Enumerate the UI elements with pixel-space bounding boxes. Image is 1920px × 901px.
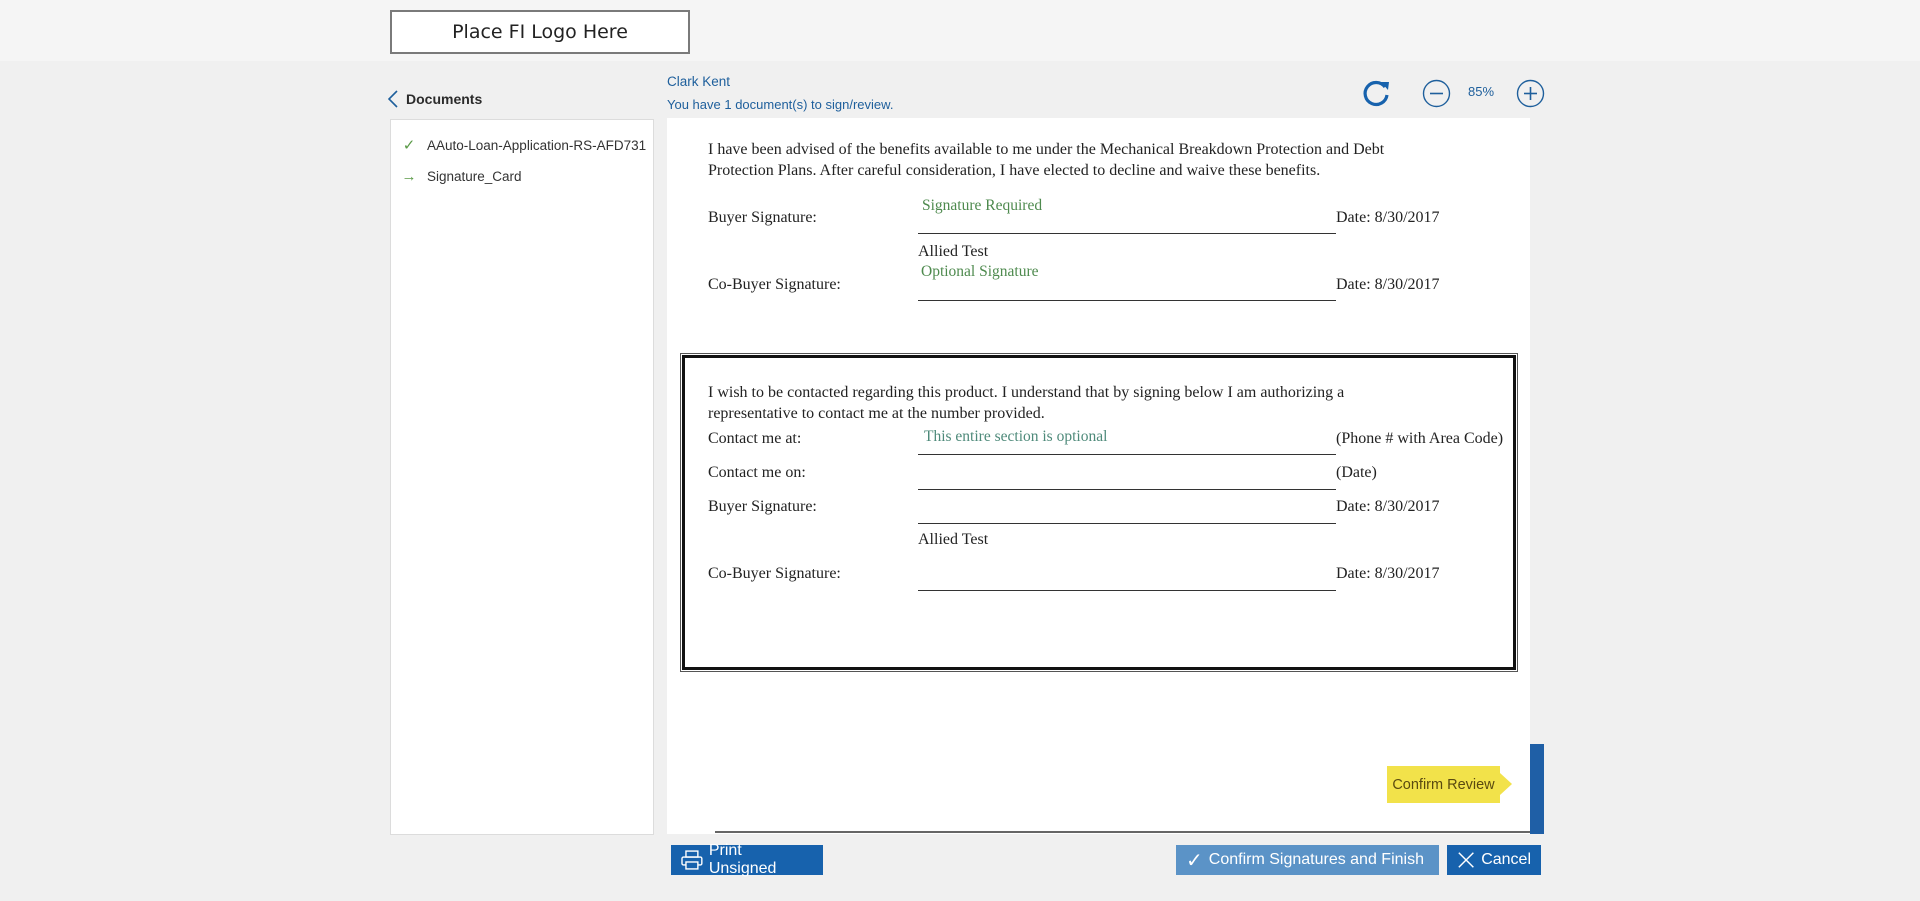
cancel-label: Cancel (1481, 851, 1531, 868)
print-unsigned-button[interactable] (671, 842, 823, 877)
waiver-paragraph (708, 139, 1384, 181)
document-count-message: You have 1 document(s) to sign/review. (667, 97, 894, 112)
scroll-indicator[interactable] (1530, 744, 1544, 834)
date-label: Date: 8/30/2017 (1336, 276, 1440, 293)
date-label: Date: 8/30/2017 (1336, 498, 1440, 515)
co-buyer-signature-label: Co-Buyer Signature: (708, 565, 841, 582)
chevron-left-icon[interactable] (388, 90, 398, 108)
document-item-signature-card[interactable] (401, 168, 651, 185)
print-unsigned-label: Print Unsigned (708, 842, 777, 877)
buyer-signature-line (918, 233, 1336, 234)
checkmark-icon: ✓ (1186, 849, 1203, 872)
cancel-button[interactable] (1447, 845, 1541, 875)
waiver-text-line: Protection Plans. After careful consideration, I have elected to decline and waive these benefits. (708, 162, 1321, 179)
document-list (390, 119, 654, 835)
waiver-text-line: I have been advised of the benefits available to me under the Mechanical Breakdown Protection and Debt (708, 141, 1385, 158)
confirm-finish-label: Confirm Signatures and Finish (1208, 851, 1424, 868)
buyer-signature-label: Buyer Signature: (708, 209, 817, 226)
optional-signature-field[interactable]: Optional Signature (921, 263, 1039, 280)
signature-required-field[interactable]: Signature Required (922, 197, 1043, 214)
contact-at-label: Contact me at: (708, 430, 802, 447)
contact-paragraph (708, 382, 1344, 424)
buyer-name: Allied Test (918, 531, 989, 548)
logo-placeholder: Place FI Logo Here (390, 10, 690, 54)
co-buyer-signature-line[interactable] (918, 590, 1336, 591)
zoom-level: 85% (1468, 84, 1495, 99)
contact-text-line: I wish to be contacted regarding this product. I understand that by signing below I am authorizing a (708, 384, 1345, 401)
buyer-signature-label: Buyer Signature: (708, 498, 817, 515)
buyer-name: Allied Test (918, 243, 989, 260)
zoom-in-icon[interactable] (1516, 79, 1545, 108)
user-name: Clark Kent (667, 74, 731, 89)
document-item-auto-loan[interactable] (401, 136, 651, 154)
zoom-out-icon[interactable] (1422, 79, 1451, 108)
date-label: Date: 8/30/2017 (1336, 565, 1440, 582)
refresh-icon[interactable] (1361, 78, 1391, 108)
arrow-right-icon: → (401, 168, 417, 185)
document-item-label: AAuto-Loan-Application-RS-AFD731 (427, 137, 647, 153)
phone-suffix-label: (Phone # with Area Code) (1336, 430, 1504, 447)
confirm-signatures-finish-button[interactable] (1176, 845, 1439, 875)
top-bar (0, 0, 1920, 61)
documents-header[interactable] (388, 90, 482, 108)
co-buyer-signature-label: Co-Buyer Signature: (708, 276, 841, 293)
buyer-signature-line[interactable] (918, 523, 1336, 524)
confirm-review-pointer (1500, 773, 1512, 795)
phone-line (918, 454, 1336, 455)
confirm-review-button[interactable]: Confirm Review (1387, 766, 1500, 803)
co-buyer-signature-line (918, 300, 1336, 301)
date-suffix-label: (Date) (1336, 464, 1377, 481)
documents-title: Documents (406, 91, 483, 107)
contact-phone-field[interactable]: This entire section is optional (924, 428, 1108, 445)
checkmark-icon: ✓ (402, 137, 416, 154)
date-label: Date: 8/30/2017 (1336, 209, 1440, 226)
document-bottom-edge (715, 831, 1530, 833)
contact-text-line: representative to contact me at the number provided. (708, 405, 1045, 422)
document-item-label: Signature_Card (427, 169, 522, 184)
contact-on-label: Contact me on: (708, 464, 806, 481)
close-icon (1457, 850, 1475, 870)
printer-icon (681, 850, 703, 870)
contact-date-line[interactable] (918, 489, 1336, 490)
